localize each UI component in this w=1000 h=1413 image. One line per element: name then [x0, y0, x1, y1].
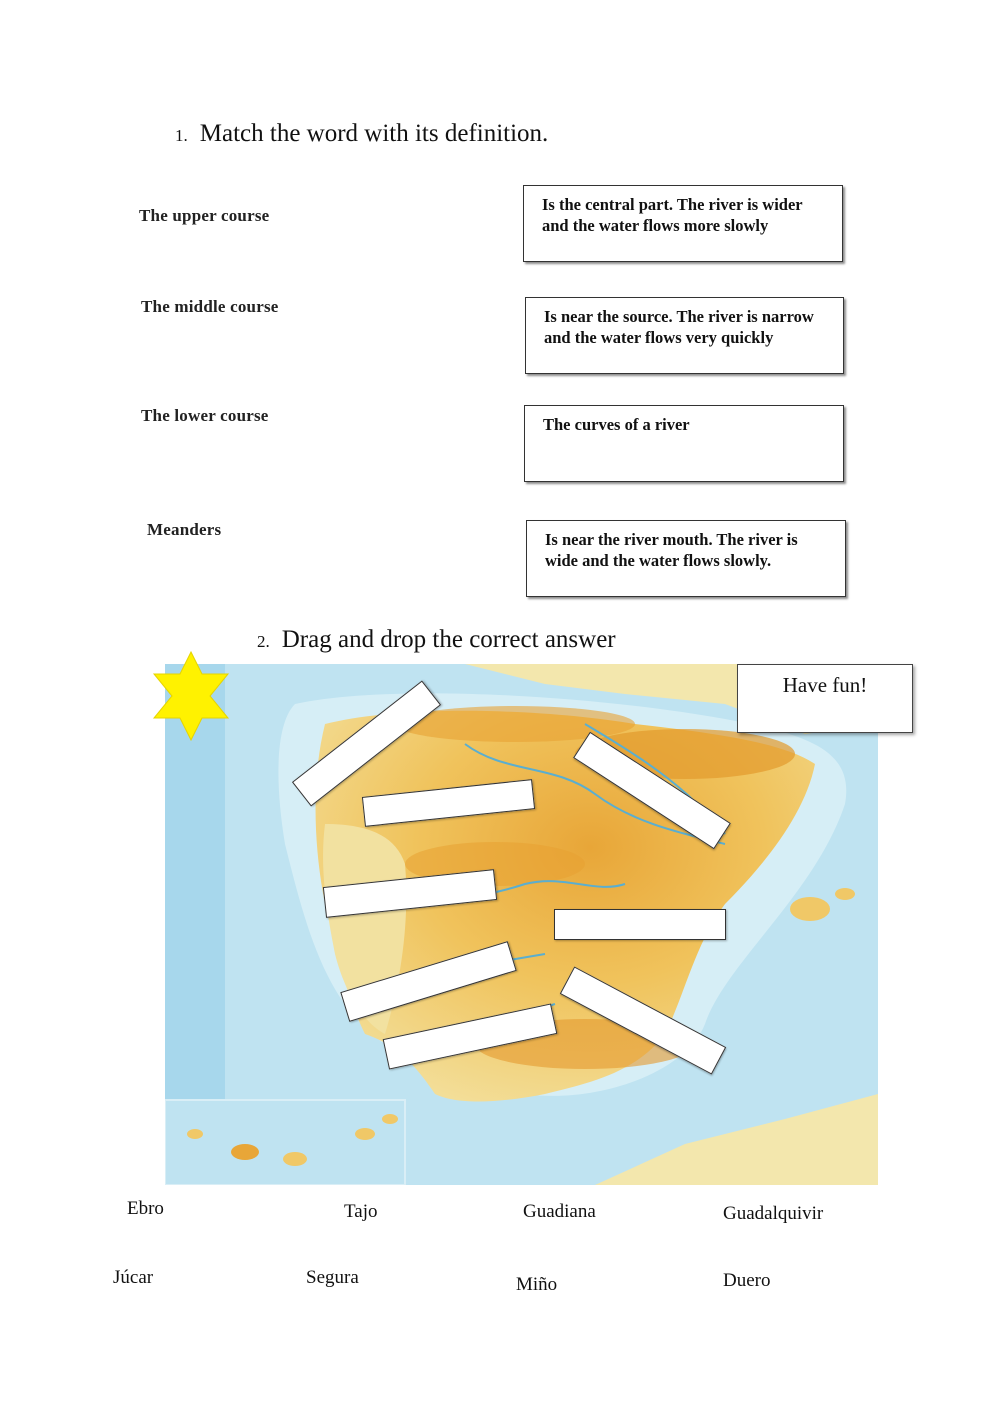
- spain-map-svg: [165, 664, 878, 1185]
- term-middle-course[interactable]: The middle course: [141, 297, 279, 316]
- word-tajo[interactable]: Tajo: [344, 1201, 378, 1222]
- spain-map: [165, 664, 878, 1185]
- canary-inset: [165, 1100, 405, 1185]
- word-jucar[interactable]: Júcar: [113, 1267, 154, 1288]
- definition-box-2[interactable]: Is near the source. The river is narrow and the water flows very quickly: [525, 297, 844, 374]
- mallorca: [790, 897, 830, 921]
- definition-box-4[interactable]: Is near the river mouth. The river is wide and the water flows slowly.: [526, 520, 846, 597]
- question-1-text: Match the word with its definition.: [199, 120, 549, 147]
- word-segura[interactable]: Segura: [306, 1267, 359, 1288]
- canary-island: [382, 1114, 398, 1124]
- drop-box-5[interactable]: [554, 909, 726, 940]
- definition-box-3[interactable]: The curves of a river: [524, 405, 844, 482]
- have-fun-box: Have fun!: [737, 664, 913, 733]
- term-lower-course[interactable]: The lower course: [141, 406, 269, 425]
- question-2-number: 2.: [257, 632, 270, 651]
- word-mino[interactable]: Miño: [516, 1274, 558, 1295]
- definition-box-1[interactable]: Is the central part. The river is wider and the water flows more slowly: [523, 185, 843, 262]
- word-duero[interactable]: Duero: [723, 1270, 771, 1291]
- menorca: [835, 888, 855, 900]
- term-meanders[interactable]: Meanders: [147, 520, 222, 539]
- question-2-title: [257, 626, 616, 654]
- term-upper-course[interactable]: The upper course: [139, 206, 270, 225]
- word-guadalquivir[interactable]: Guadalquivir: [723, 1203, 824, 1224]
- question-1-title: [175, 120, 548, 148]
- canary-island: [231, 1144, 259, 1160]
- canary-island: [283, 1152, 307, 1166]
- question-1-number: 1.: [175, 126, 188, 145]
- word-guadiana[interactable]: Guadiana: [523, 1201, 596, 1222]
- canary-island: [355, 1128, 375, 1140]
- star-icon: [152, 650, 230, 742]
- question-2-text: Drag and drop the correct answer: [281, 626, 616, 653]
- canary-island: [187, 1129, 203, 1139]
- word-ebro[interactable]: Ebro: [127, 1198, 164, 1219]
